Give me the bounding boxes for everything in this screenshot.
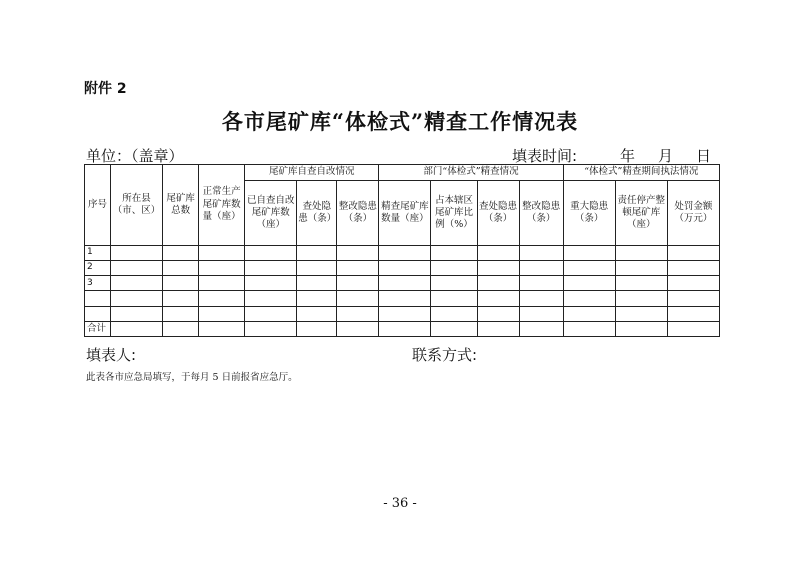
table-total-row [85,321,720,336]
header-group-enforce: “体检式”精查期间执法情况 [563,165,719,181]
row-index: 1 [85,245,111,260]
table-row [85,261,720,276]
date-month-label: 月 [658,147,674,165]
date-year-label: 年 [620,147,636,165]
unit-label: 单位：（盖章） [86,147,184,165]
header-enforce-suspend: 责任停产整顿尾矿库（座） [615,181,667,246]
header-normal: 正常生产尾矿库数量（座） [199,165,245,246]
page-number: - 36 - [383,496,417,511]
filler-label: 填表人: [86,346,137,364]
table-row [85,291,720,306]
page-title: 各市尾矿库“体检式”精查工作情况表 [221,109,579,134]
table-row [85,306,720,321]
header-dept-ratio: 占本辖区尾矿库比例（%） [431,181,477,246]
row-index: 2 [85,261,111,276]
footnote: 此表各市应急局填写，于每月 5 日前报省应急厅。 [86,372,298,383]
header-self-found: 查处隐患（条） [297,181,337,246]
header-dept-found: 查处隐患（条） [477,181,519,246]
header-dept-fixed: 整改隐患（条） [519,181,563,246]
row-index: 3 [85,276,111,291]
header-seq: 序号 [85,165,111,246]
header-enforce-fine: 处罚金额（万元） [667,181,719,246]
header-enforce-major: 重大隐患（条） [563,181,615,246]
fill-time-label: 填表时间: [512,147,578,165]
table-row [85,245,720,260]
table-row [85,276,720,291]
total-label: 合计 [85,321,111,336]
header-group-dept: 部门“体检式”精查情况 [379,165,563,181]
header-self-checked: 已自查自改尾矿库数（座） [245,181,297,246]
header-group-self: 尾矿库自查自改情况 [245,165,379,181]
row-index [85,306,111,321]
header-dept-count: 精查尾矿库数量（座） [379,181,431,246]
row-index [85,291,111,306]
date-day-label: 日 [696,147,712,165]
attachment-label: 附件 2 [84,81,127,97]
header-county: 所在县（市、区） [111,165,163,246]
header-self-fixed: 整改隐患（条） [337,181,379,246]
header-total: 尾矿库总数 [163,165,199,246]
contact-label: 联系方式: [412,346,478,364]
report-table [84,164,720,337]
